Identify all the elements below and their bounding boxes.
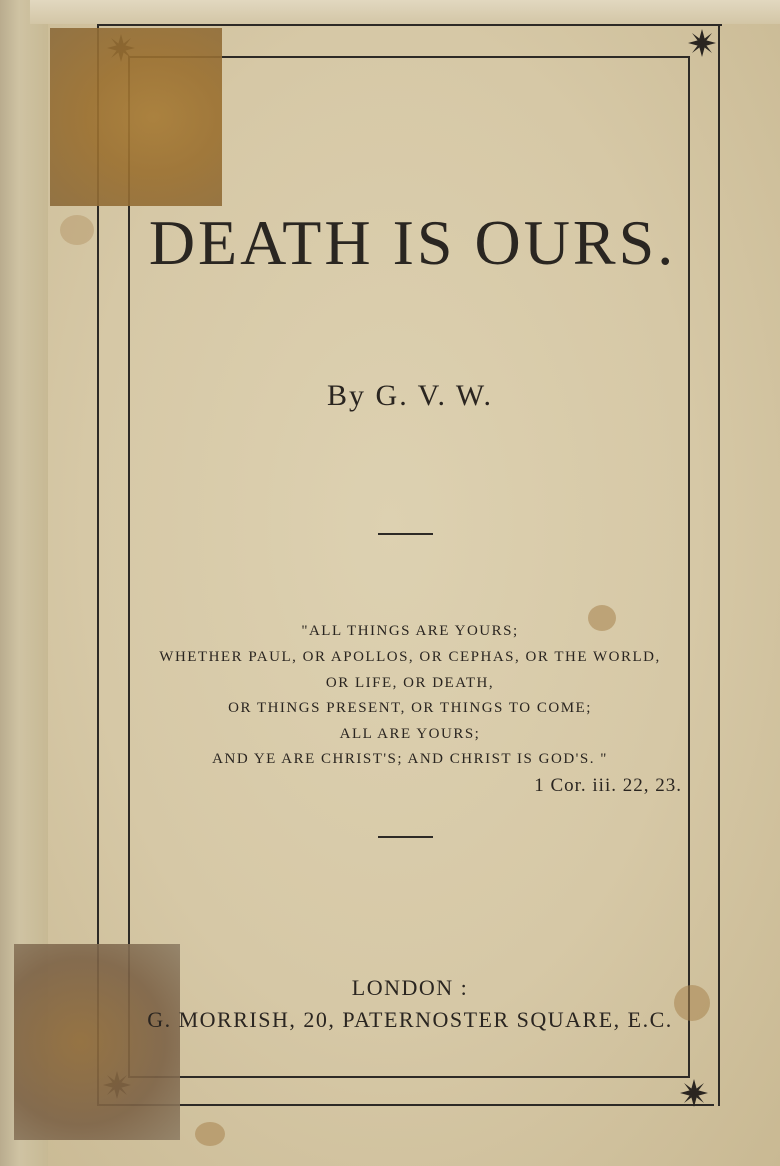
imprint-publisher: G. MORRISH, 20, PATERNOSTER SQUARE, E.C. bbox=[147, 1007, 673, 1032]
book-title: DEATH IS OURS. bbox=[148, 207, 677, 278]
quote-line: OR LIFE, OR DEATH, bbox=[325, 675, 495, 691]
quote-line: WHETHER PAUL, OR APOLLOS, OR CEPHAS, OR THE WORLD, bbox=[159, 649, 661, 665]
imprint-city: LONDON : bbox=[351, 975, 469, 1000]
divider-rule-top bbox=[378, 533, 433, 535]
tape-stain-top bbox=[50, 28, 222, 206]
border-outer-bottom bbox=[98, 1104, 714, 1106]
divider-rule-bottom bbox=[378, 836, 433, 838]
quote-line: "ALL THINGS ARE YOURS; bbox=[301, 623, 519, 639]
torn-top-strip bbox=[30, 0, 780, 24]
quote-reference: 1 Cor. iii. 22, 23. bbox=[534, 775, 682, 796]
border-outer-top bbox=[98, 24, 722, 26]
author-byline: By G. V. W. bbox=[327, 379, 493, 412]
border-inner-left bbox=[128, 56, 130, 1078]
quote-line: OR THINGS PRESENT, OR THINGS TO COME; bbox=[228, 700, 592, 716]
quote-line: ALL ARE YOURS; bbox=[339, 726, 481, 742]
corner-ornament-icon bbox=[679, 1078, 709, 1108]
border-inner-bottom bbox=[128, 1076, 690, 1078]
spot-stain bbox=[60, 215, 94, 245]
spot-stain bbox=[195, 1122, 225, 1146]
quote-line: AND YE ARE CHRIST'S; AND CHRIST IS GOD'S. " bbox=[212, 751, 608, 767]
corner-ornament-icon bbox=[687, 28, 717, 58]
border-outer-right bbox=[718, 24, 720, 1106]
